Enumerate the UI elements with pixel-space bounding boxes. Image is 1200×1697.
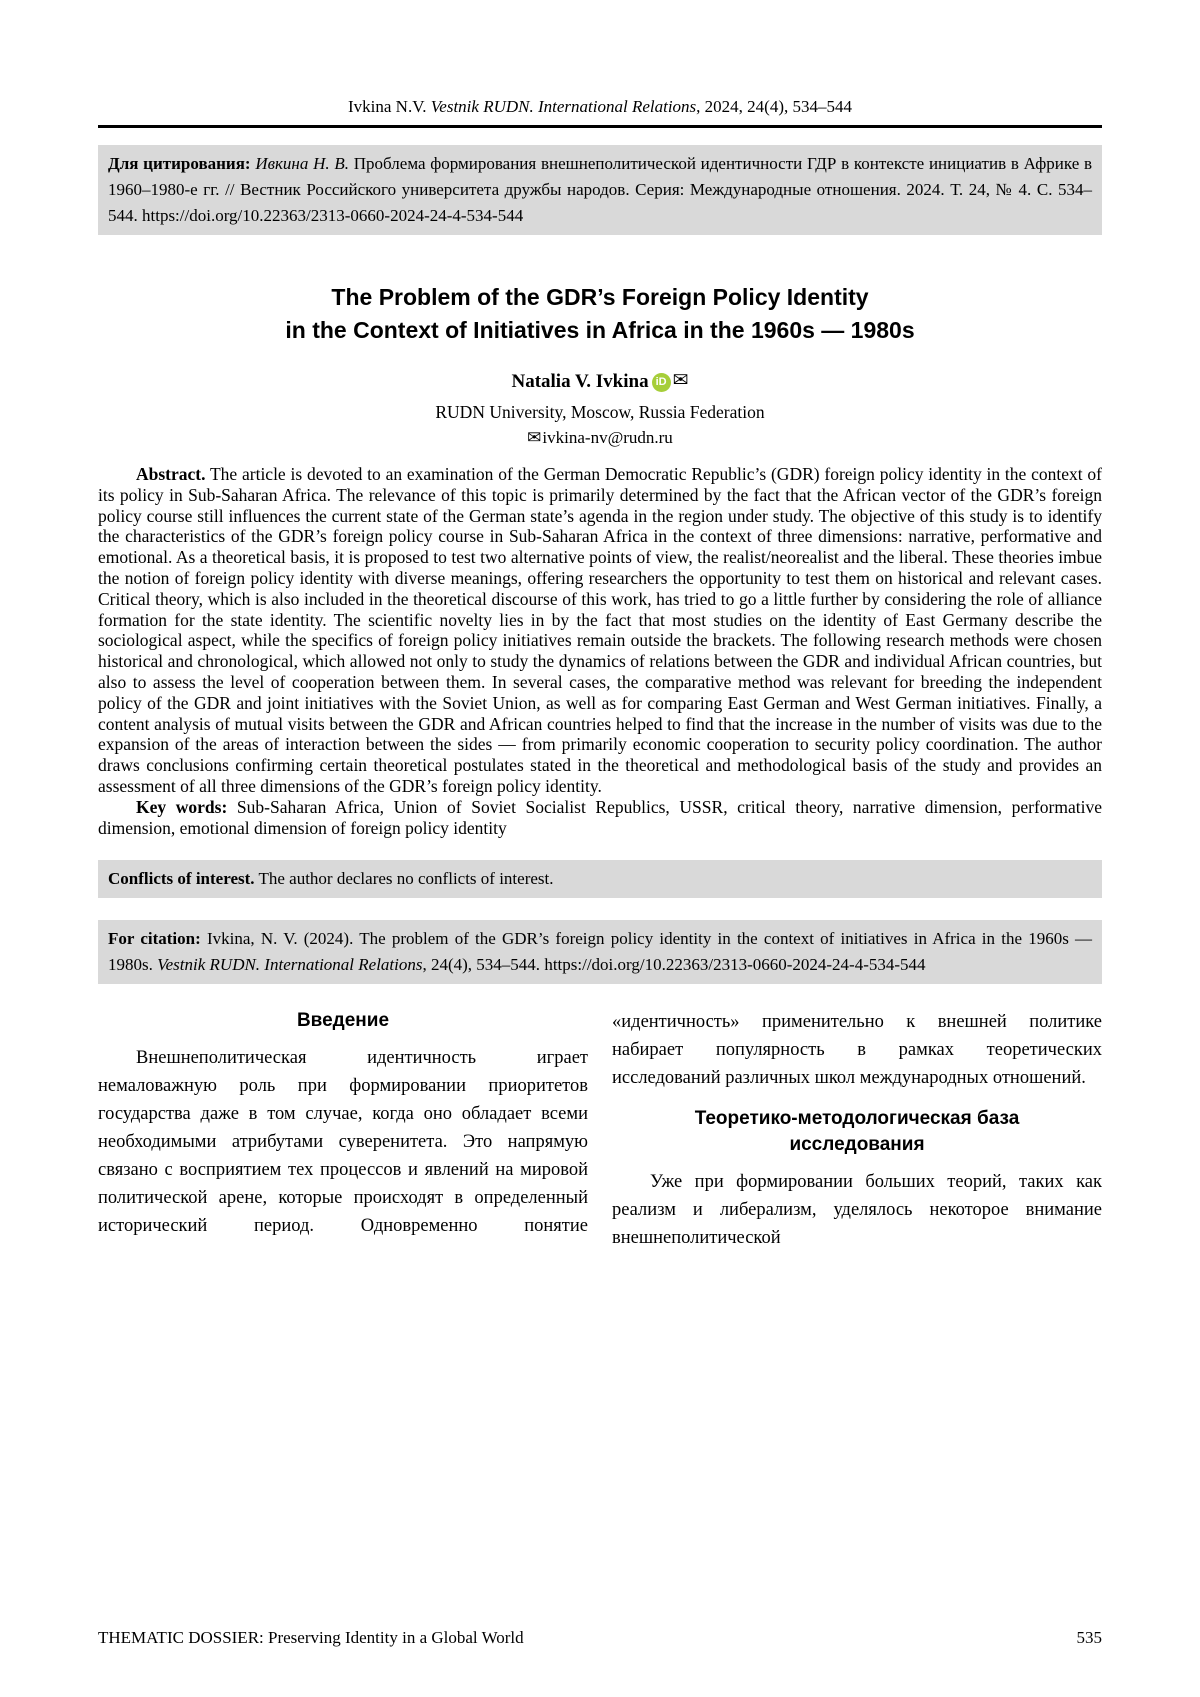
citation-en-doi-link[interactable]: https://doi.org/10.22363/2313-0660-2024-24-4-534-544 bbox=[544, 955, 926, 975]
theory-heading bbox=[612, 1106, 1102, 1158]
citation-ru-block bbox=[98, 145, 1102, 235]
author-affiliation: RUDN University, Moscow, Russia Federation bbox=[435, 402, 765, 422]
article-title bbox=[98, 281, 1102, 347]
running-head bbox=[98, 96, 1102, 118]
mail-icon[interactable]: ✉ bbox=[672, 370, 689, 391]
keywords-label: Key words: bbox=[136, 796, 228, 817]
conflicts-block bbox=[98, 860, 1102, 898]
citation-ru-text: Проблема формирования внешнеполитической идентичности ГДР в контексте инициатив в Африке в 1960–1980-е гг. // Вестник Российского университета дружбы народов. Серия: Международные отношения. 2024. Т. 24, № 4. С. 534–544. bbox=[108, 154, 1093, 225]
left-column bbox=[98, 1008, 588, 1266]
citation-ru-author: Ивкина Н. В. bbox=[255, 154, 354, 173]
abstract-paragraph bbox=[98, 464, 1102, 797]
theory-paragraph: Уже при формировании больших теорий, таких как реализм и либерализм, уделялось некоторое внимание внешнеполитической bbox=[612, 1172, 1102, 1249]
citation-en-block bbox=[98, 920, 1102, 984]
conflicts-label: Conflicts of interest. bbox=[108, 869, 255, 889]
introduction-heading: Введение bbox=[296, 1010, 390, 1032]
footer-dossier-title: THEMATIC DOSSIER: Preserving Identity in a Global World bbox=[98, 1628, 524, 1647]
right-column bbox=[612, 1008, 1102, 1266]
author-name: Natalia V. Ivkina bbox=[511, 371, 649, 392]
citation-en-text: Ivkina, N. V. (2024). The problem of the GDR’s foreign policy identity in the context of initiatives in Africa in the 1960s — 1980s. bbox=[108, 929, 1092, 975]
citation-en-journal: Vestnik RUDN. International Relations bbox=[157, 955, 423, 975]
title-line1: The Problem of the GDR’s Foreign Policy Identity bbox=[331, 284, 869, 310]
email-envelope-icon: ✉ bbox=[527, 428, 542, 447]
running-head-journal: Vestnik RUDN. International Relations bbox=[430, 97, 697, 116]
orcid-icon[interactable]: iD bbox=[652, 373, 671, 392]
title-line2: in the Context of Initiatives in Africa in the 1960s — 1980s bbox=[285, 317, 915, 343]
author-line bbox=[98, 369, 1102, 393]
two-column-body bbox=[98, 1008, 1102, 1266]
keywords-text: Sub-Saharan Africa, Union of Soviet Socialist Republics, USSR, critical theory, narrative dimension, performative dimension, emotional dimension of foreign policy identity bbox=[98, 796, 1103, 838]
page-number: 535 bbox=[1076, 1628, 1102, 1647]
theory-heading-line1: Теоретико-методологическая база bbox=[694, 1108, 1020, 1130]
conflicts-text: The author declares no conflicts of interest. bbox=[254, 869, 554, 889]
keywords-paragraph bbox=[98, 797, 1102, 839]
theory-heading-line2: исследования bbox=[789, 1134, 925, 1156]
running-head-author: Ivkina N.V. bbox=[348, 97, 431, 116]
citation-en-label: For citation: bbox=[108, 929, 207, 949]
citation-ru-doi-link[interactable]: https://doi.org/10.22363/2313-0660-2024-24-4-534-544 bbox=[142, 206, 524, 225]
introduction-paragraph: Внешнеполитическая идентичность играет немаловажную роль при формировании приоритетов государства даже в том случае, когда оно обладает всеми необходимыми атрибутами суверенитета. Это напрямую связано с восприятием тех процессов и явлений на мировой политической арене, которые происходят в определенный исторический период. Одновременно понятие bbox=[98, 1048, 588, 1237]
abstract-text: The article is devoted to an examination of the German Democratic Republic’s (GDR) foreign policy identity in the context of its policy in Sub-Saharan Africa. The relevance of this topic is primarily determined by the fact that the African vector of the GDR’s foreign policy course still influences the current state of the German state’s agenda in the region under study. The objective of this study is to identify the characteristics of the GDR’s foreign policy course in Sub-Saharan Africa in the context of three dimensions: narrative, performative and emotional. As a theoretical basis, it is proposed to test two alternative points of view, the realist/neorealist and the liberal. These theories imbue the notion of foreign policy identity with diverse meanings, offering researchers the opportunity to test them on historical and relevant cases. Critical theory, which is also included in the theoretical discourse of this work, has tried to go a little further by considering the role of alliance formation for the state identity. The scientific novelty lies in by the fact that most studies on the identity of East Germany describe the sociological aspect, while the specifics of foreign policy initiatives remain outside the brackets. The following research methods were chosen historical and chronological, which allowed not only to study the dynamics of relations between the GDR and individual African countries, but also to assess the level of cooperation between them. In several cases, the comparative method was relevant for breeding the independent policy of the GDR and joint initiatives with the Soviet Union, as well as for comparing East German and West German initiatives. Finally, a content analysis of mutual visits between the GDR and African countries helped to find that the increase in the number of visits was due to the expansion of the areas of interaction between the sides — from primarily economic cooperation to security policy coordination. The author draws conclusions confirming certain theoretical postulates stated in the theoretical and methodological basis of the study and provides an assessment of all three dimensions of the GDR’s foreign policy identity. bbox=[98, 464, 1102, 796]
abstract-label: Abstract. bbox=[136, 464, 206, 484]
citation-en-issue: , 24(4), 534–544. bbox=[422, 955, 545, 975]
introduction-paragraph-continued: «идентичность» применительно к внешней политике набирает популярность в рамках теоретических исследований различных школ международных отношений. bbox=[612, 1012, 1102, 1089]
page-footer bbox=[98, 1628, 1102, 1648]
running-head-issue: , 2024, 24(4), 534–544 bbox=[696, 97, 852, 116]
email-line bbox=[98, 428, 1102, 448]
header-rule bbox=[98, 125, 1102, 128]
author-email-link[interactable]: ivkina-nv@rudn.ru bbox=[542, 428, 673, 447]
citation-ru-label: Для цитирования: bbox=[108, 154, 256, 173]
